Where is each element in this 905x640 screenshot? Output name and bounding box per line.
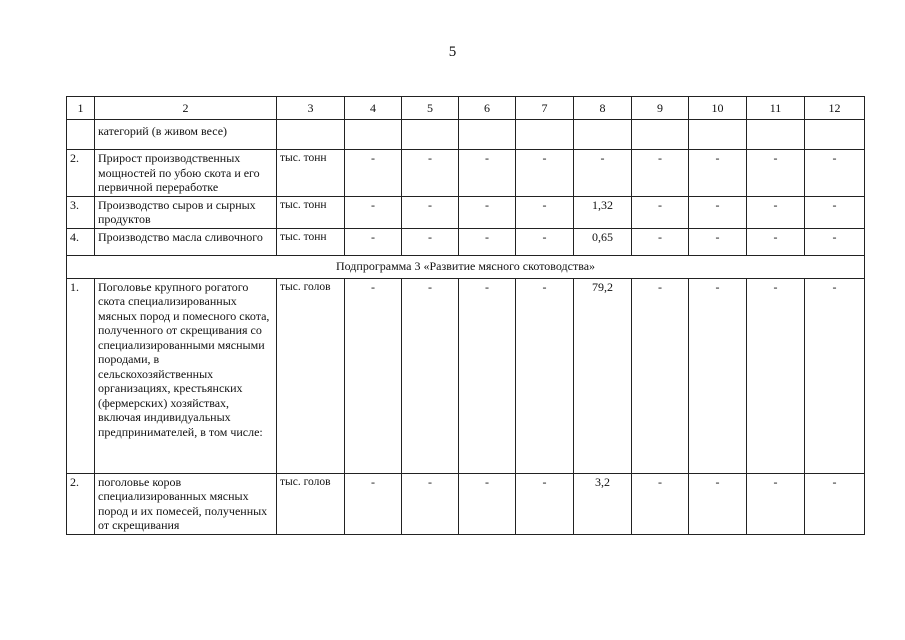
row-value: 3,2 bbox=[574, 473, 632, 534]
row-value: - bbox=[747, 228, 805, 255]
row-value: - bbox=[402, 278, 459, 473]
row-name: Поголовье крупного рогатого скота специализированных мясных пород и помесного скота, полученного от скрещивания со специализированными мясными породами, в сельскохозяйственных организациях, крестьянских (фермерских) хозяйствах, включая индивидуальных предпринимателей, в том числе: bbox=[95, 278, 277, 473]
row-value: - bbox=[402, 228, 459, 255]
row-number bbox=[67, 120, 95, 150]
row-value: - bbox=[345, 278, 402, 473]
row-value: - bbox=[516, 228, 574, 255]
row-value: - bbox=[516, 196, 574, 228]
row-value bbox=[516, 120, 574, 150]
table-row bbox=[67, 196, 865, 228]
row-value bbox=[402, 120, 459, 150]
row-value bbox=[805, 120, 865, 150]
row-value: - bbox=[516, 278, 574, 473]
column-header: 3 bbox=[277, 97, 345, 120]
row-value bbox=[689, 120, 747, 150]
row-value: - bbox=[747, 150, 805, 197]
column-header: 10 bbox=[689, 97, 747, 120]
table-row bbox=[67, 278, 865, 473]
row-value bbox=[632, 120, 689, 150]
row-value: - bbox=[632, 196, 689, 228]
row-value bbox=[459, 120, 516, 150]
row-value: - bbox=[345, 196, 402, 228]
row-value: 1,32 bbox=[574, 196, 632, 228]
row-value: - bbox=[689, 278, 747, 473]
table-row bbox=[67, 150, 865, 197]
row-value: - bbox=[516, 150, 574, 197]
row-value: 0,65 bbox=[574, 228, 632, 255]
row-value: - bbox=[632, 473, 689, 534]
header-row bbox=[67, 97, 865, 120]
row-value: - bbox=[345, 228, 402, 255]
row-value: - bbox=[689, 473, 747, 534]
row-value: - bbox=[747, 196, 805, 228]
row-number: 2. bbox=[67, 473, 95, 534]
row-value bbox=[574, 120, 632, 150]
row-value: - bbox=[459, 228, 516, 255]
column-header: 8 bbox=[574, 97, 632, 120]
row-value: - bbox=[632, 278, 689, 473]
table-row bbox=[67, 473, 865, 534]
row-unit bbox=[277, 120, 345, 150]
row-value: - bbox=[402, 196, 459, 228]
row-value: - bbox=[345, 473, 402, 534]
row-unit: тыс. тонн bbox=[277, 228, 345, 255]
row-value: - bbox=[805, 150, 865, 197]
row-unit: тыс. голов bbox=[277, 473, 345, 534]
row-number: 1. bbox=[67, 278, 95, 473]
indicators-table bbox=[66, 96, 865, 535]
row-value: - bbox=[402, 473, 459, 534]
row-name: поголовье коров специализированных мясных пород и их помесей, полученных от скрещивания bbox=[95, 473, 277, 534]
row-number: 3. bbox=[67, 196, 95, 228]
column-header: 11 bbox=[747, 97, 805, 120]
row-value: - bbox=[805, 473, 865, 534]
page-number: 5 bbox=[448, 44, 457, 60]
row-value: - bbox=[805, 196, 865, 228]
row-value bbox=[747, 120, 805, 150]
row-value: - bbox=[459, 196, 516, 228]
row-unit: тыс. тонн bbox=[277, 150, 345, 197]
row-value: - bbox=[747, 278, 805, 473]
row-value: - bbox=[805, 228, 865, 255]
table-row bbox=[67, 228, 865, 255]
subprogram-title: Подпрограмма 3 «Развитие мясного скотоводства» bbox=[67, 255, 865, 278]
row-value: - bbox=[805, 278, 865, 473]
row-value: 79,2 bbox=[574, 278, 632, 473]
row-value: - bbox=[747, 473, 805, 534]
row-value: - bbox=[689, 228, 747, 255]
column-header: 9 bbox=[632, 97, 689, 120]
row-value bbox=[345, 120, 402, 150]
column-header: 4 bbox=[345, 97, 402, 120]
row-value: - bbox=[632, 228, 689, 255]
row-name: Прирост производственных мощностей по убою скота и его первичной переработке bbox=[95, 150, 277, 197]
row-value: - bbox=[632, 150, 689, 197]
row-value: - bbox=[574, 150, 632, 197]
row-name: Производство масла сливочного bbox=[95, 228, 277, 255]
column-header: 2 bbox=[95, 97, 277, 120]
column-header: 6 bbox=[459, 97, 516, 120]
row-value: - bbox=[459, 278, 516, 473]
column-header: 1 bbox=[67, 97, 95, 120]
row-name: Производство сыров и сырных продуктов bbox=[95, 196, 277, 228]
continuation-row bbox=[67, 120, 865, 150]
row-value: - bbox=[689, 196, 747, 228]
row-value: - bbox=[516, 473, 574, 534]
row-value: - bbox=[689, 150, 747, 197]
row-value: - bbox=[345, 150, 402, 197]
row-unit: тыс. тонн bbox=[277, 196, 345, 228]
row-value: - bbox=[459, 150, 516, 197]
subprogram-row bbox=[67, 255, 865, 278]
row-value: - bbox=[459, 473, 516, 534]
row-unit: тыс. голов bbox=[277, 278, 345, 473]
row-number: 4. bbox=[67, 228, 95, 255]
row-value: - bbox=[402, 150, 459, 197]
column-header: 7 bbox=[516, 97, 574, 120]
column-header: 12 bbox=[805, 97, 865, 120]
row-number: 2. bbox=[67, 150, 95, 197]
column-header: 5 bbox=[402, 97, 459, 120]
row-name: категорий (в живом весе) bbox=[95, 120, 277, 150]
